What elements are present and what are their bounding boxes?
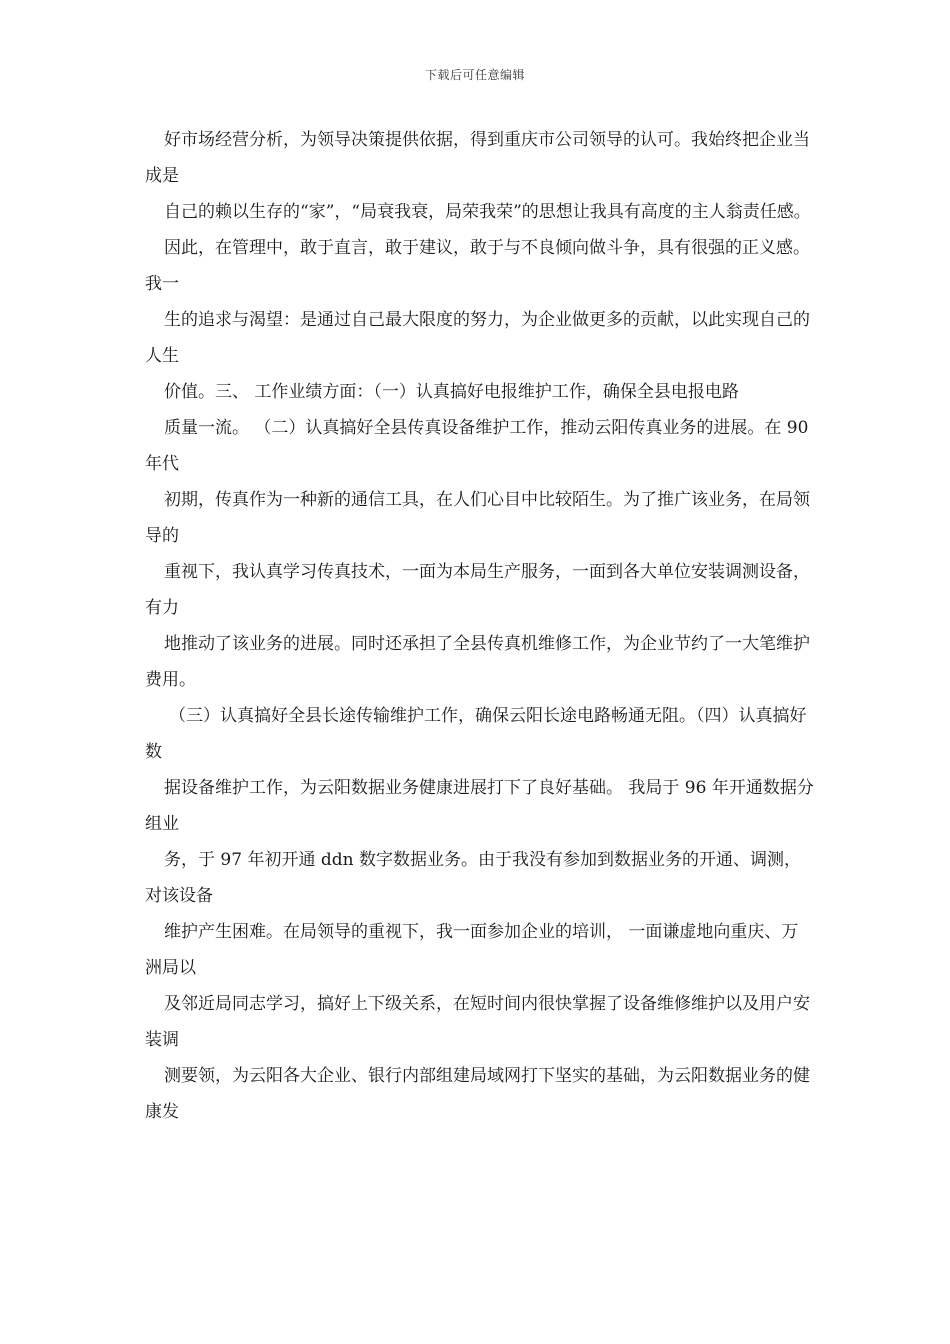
paragraph: 质量一流。 （二）认真搞好全县传真设备维护工作，推动云阳传真业务的进展。在 90 年代 <box>145 418 809 474</box>
paragraph: 维护产生困难。在局领导的重视下，我一面参加企业的培训， 一面谦虚地向重庆、万洲局以 <box>145 922 799 978</box>
paragraph: （三）认真搞好全县长途传输维护工作，确保云阳长途电路畅通无阻。（四）认真搞好数 <box>145 706 807 762</box>
paragraph: 价值。三、 工作业绩方面：（一）认真搞好电报维护工作，确保全县电报电路 <box>164 382 739 402</box>
paragraph: 生的追求与渴望：是通过自己最大限度的努力，为企业做更多的贡献，以此实现自己的人生 <box>145 310 810 366</box>
paragraph: 好市场经营分析，为领导决策提供依据，得到重庆市公司领导的认可。我始终把企业当成是 <box>145 130 810 186</box>
paragraph: 自己的赖以生存的“家”，“局衰我衰，局荣我荣”的思想让我具有高度的主人翁责任感。 <box>164 202 811 222</box>
page-header: 下载后可任意编辑 <box>424 68 525 82</box>
paragraph: 因此，在管理中，敢于直言，敢于建议，敢于与不良倾向做斗争，具有很强的正义感。我一 <box>145 238 810 294</box>
paragraph: 及邻近局同志学习，搞好上下级关系，在短时间内很快掌握了设备维修维护以及用户安装调 <box>145 994 810 1050</box>
paragraph: 据设备维护工作，为云阳数据业务健康进展打下了良好基础。 我局于 96 年开通数据分组业 <box>145 778 814 834</box>
paragraph: 初期，传真作为一种新的通信工具，在人们心目中比较陌生。为了推广该业务，在局领导的 <box>145 490 810 546</box>
paragraph: 地推动了该业务的进展。同时还承担了全县传真机维修工作，为企业节约了一大笔维护费用。 <box>145 634 810 690</box>
paragraph: 重视下，我认真学习传真技术，一面为本局生产服务，一面到各大单位安装调测设备，有力 <box>145 562 810 618</box>
paragraph: 务，于 97 年初开通 ddn 数字数据业务。由于我没有参加到数据业务的开通、调测，对该设备 <box>145 850 801 906</box>
document-body <box>145 122 815 1130</box>
paragraph: 测要领，为云阳各大企业、银行内部组建局域网打下坚实的基础，为云阳数据业务的健康发 <box>145 1066 810 1122</box>
